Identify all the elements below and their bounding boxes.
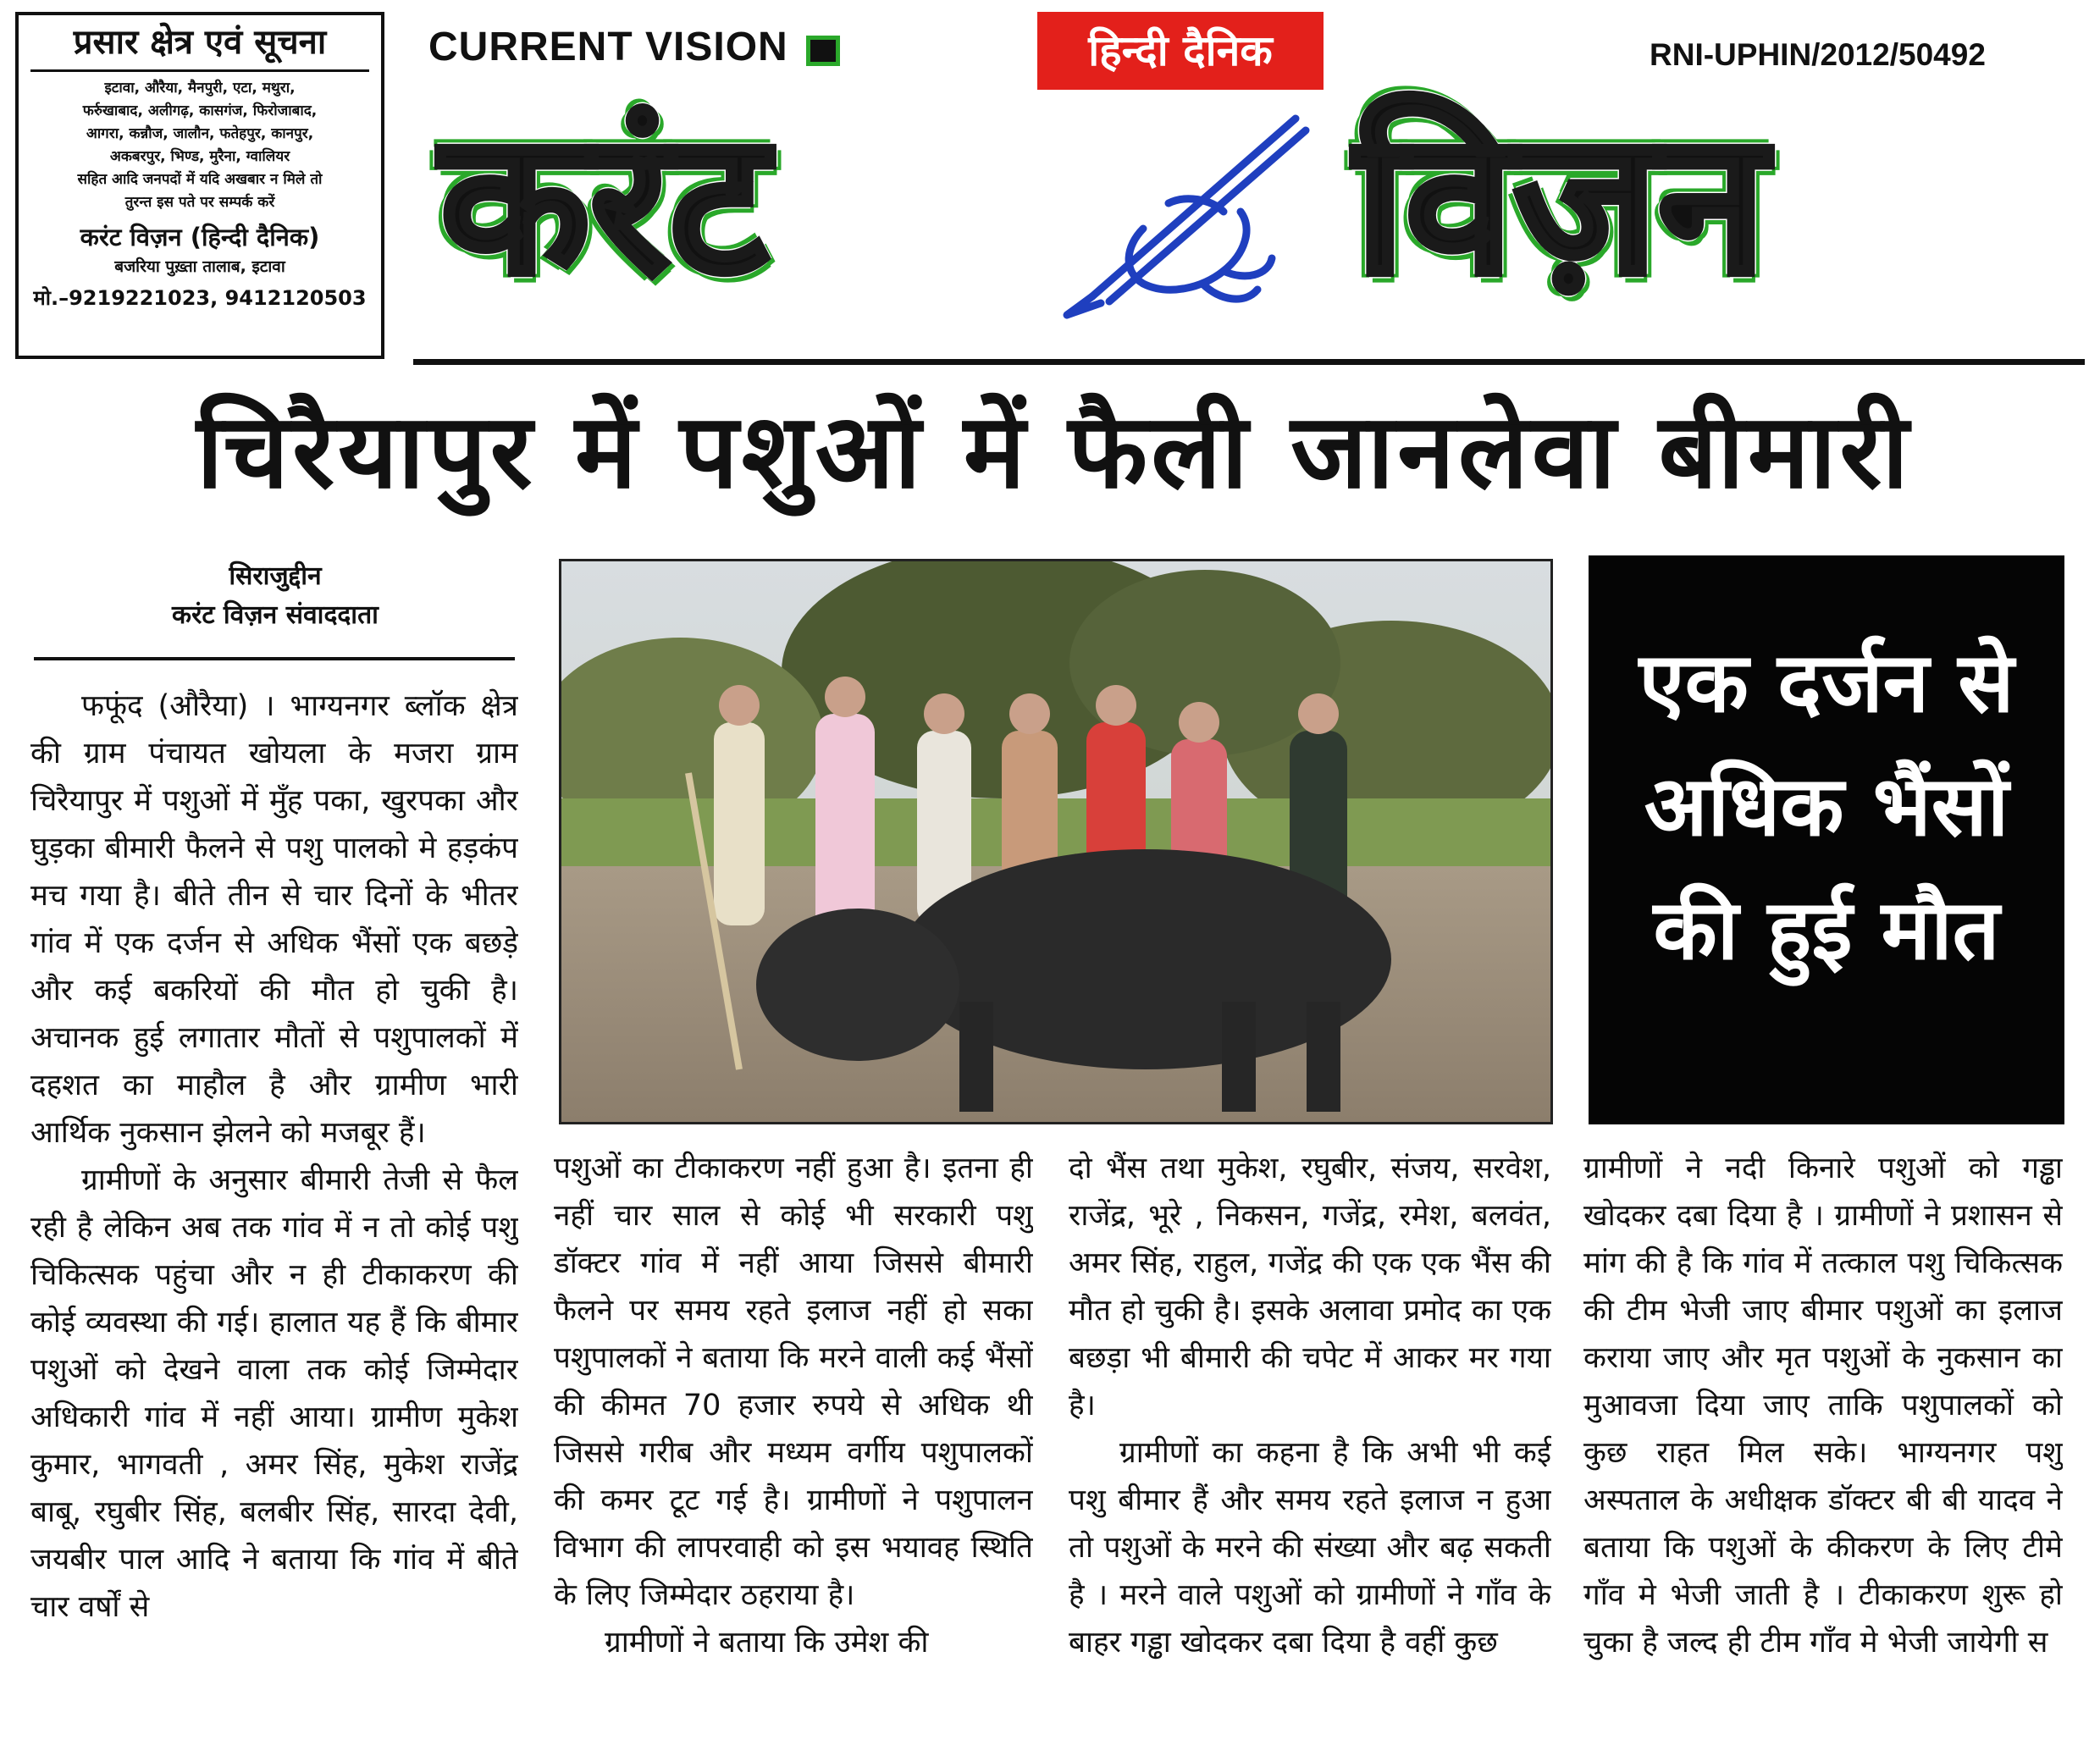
paragraph: पशुओं का टीकाकरण नहीं हुआ है। इतना ही नहीं चार साल से कोई भी सरकारी पशु डॉक्टर गांव में नहीं आया जिससे बीमारी फैलने पर समय रहते इलाज नहीं हो सका पशुपालकों ने बताया कि मरने वाली कई भैंसों की कीमत 70 हजार रुपये से अधिक थी जिससे गरीब और मध्यम वर्गीय पशुपालकों की कमर टूट गई है। ग्रामीणों ने पशुपालन विभाग की लापरवाही को इस भयावह स्थिति के लिए जिम्मेदार ठहराया है।	[554, 1152, 1033, 1612]
highlight-callout	[1589, 555, 2064, 1124]
callout-line: एक दर्जन से	[1639, 635, 2014, 732]
paragraph: फफूंद (औरैया) । भाग्यनगर ब्लॉक क्षेत्र की ग्राम पंचायत खोयला के मजरा ग्राम चिरैयापुर में पशुओं में मुँह पका, खुरपका और घुड़का बीमारी फैलने से पशु पालको मे हड़कंप मच गया है। बीते तीन से चार दिनों के भीतर गांव में एक दर्जन से अधिक भैंसों एक बछड़े और कई बकरियों की मौत हो चुकी है। अचानक हुई लगातार मौतों से पशुपालकों में दहशत का माहौल है और ग्रामीण भारी आर्थिक नुकसान झेलने को मजबूर हैं।	[30, 689, 518, 1150]
english-title: CURRENT VISION	[428, 25, 788, 69]
info-line: सहित आदि जनपदों में यदि अखबार न मिले तो	[77, 171, 323, 188]
byline	[34, 557, 517, 635]
byline-role: करंट विज़न संवाददाता	[172, 600, 379, 630]
article-column-1	[30, 682, 518, 1762]
info-line: फर्रुखाबाद, अलीगढ़, कासगंज, फिरोजाबाद,	[82, 102, 318, 119]
byline-divider	[34, 657, 515, 660]
info-line: तुरन्त इस पते पर सम्पर्क करें	[124, 194, 275, 211]
callout-line: की हुई मौत	[1653, 882, 2000, 979]
circulation-info-box	[15, 12, 384, 359]
paragraph: ग्रामीणों के अनुसार बीमारी तेजी से फैल रही है लेकिन अब तक गांव में न तो कोई पशु चिकित्सक पहुंचा और न ही टीकाकरण की कोई व्यवस्था की गई। हालात यह हैं कि बीमार पशुओं को देखने वाला तक कोई जिम्मेदार अधिकारी गांव में नहीं आया। ग्रामीण मुकेश कुमार, भागवती , अमर सिंह, मुकेश राजेंद्र बाबू, रघुबीर सिंह, बलबीर सिंह, सारदा देवी, जयबीर पाल आदि ने बताया कि गांव में बीते चार वर्षों से	[30, 1163, 518, 1624]
paragraph: ग्रामीणों ने नदी किनारे पशुओं को गड्ढा खोदकर दबा दिया है । ग्रामीणों ने प्रशासन से मांग की है कि गांव में तत्काल पशु चिकित्सक की टीम भेजी जाए बीमार पशुओं का इलाज कराया जाए और मृत पशुओं के नुकसान का मुआवजा दिया जाए ताकि पशुपालकों को कुछ राहत मिल सके। भाग्यनगर पशु अस्पताल के अधीक्षक डॉक्टर बी बी यादव ने बताया कि पशुओं के कीकरण के लिए टीमे गाँव मे भेजी जाती है । टीकाकरण शुरू हो चुका है जल्द ही टीम गाँव मे भेजी जायेगी स	[1583, 1152, 2063, 1660]
villagers-with-buffalo-image	[561, 561, 1550, 1122]
pen-in-hand-icon	[1042, 102, 1321, 322]
article-column-4	[1583, 1145, 2063, 1762]
info-box-phone: मो.–9219221023, 9412120503	[33, 286, 367, 310]
callout-line: अधिक भैंसों	[1644, 759, 2009, 855]
article-column-3	[1069, 1145, 1551, 1762]
logo-word-right: विज़न	[1355, 91, 1766, 318]
info-box-address: बजरिया पुख़्ता तालाब, इटावा	[114, 257, 285, 276]
article-photo	[559, 559, 1553, 1124]
byline-name: सिराजुद्दीन	[229, 561, 322, 591]
article-column-2	[554, 1145, 1033, 1762]
paragraph: ग्रामीणों का कहना है कि अभी भी कई पशु बीमार हैं और समय रहते इलाज न हुआ तो पशुओं के मरने की संख्या और बढ़ सकती है । मरने वाले पशुओं को ग्रामीणों ने गाँव के बाहर गड्ढा खोदकर दबा दिया है वहीं कुछ	[1069, 1436, 1551, 1660]
info-line: इटावा, औरैया, मैनपुरी, एटा, मथुरा,	[104, 80, 296, 97]
hindi-daily-badge: हिन्दी दैनिक	[1037, 12, 1324, 90]
rni-number: RNI-UPHIN/2012/50492	[1650, 37, 1986, 72]
square-bullet-icon	[806, 36, 840, 66]
info-line: अकबरपुर, भिण्ड, मुरैना, ग्वालियर	[109, 148, 290, 165]
logo-word-left: करंट	[440, 91, 768, 318]
masthead-divider	[413, 359, 2085, 365]
paragraph: ग्रामीणों ने बताया कि उमेश की	[605, 1626, 929, 1660]
info-box-title: प्रसार क्षेत्र एवं सूचना	[73, 23, 327, 62]
divider	[30, 69, 369, 72]
info-line: आगरा, कन्नौज, जालौन, फतेहपुर, कानपुर,	[86, 125, 314, 142]
paragraph: दो भैंस तथा मुकेश, रघुबीर, संजय, सरवेश, राजेंद्र, भूरे , निकसन, गजेंद्र, रमेश, बलवंत, अमर सिंह, राहुल, गजेंद्र की एक एक भैंस की मौत हो चुकी है। इसके अलावा प्रमोद का एक बछड़ा भी बीमारी की चपेट में आकर मर गया है।	[1069, 1152, 1551, 1422]
headline: चिरैयापुर में पशुओं में फैली जानलेवा बीमारी	[196, 391, 1912, 511]
info-box-paper-name: करंट विज़न (हिन्दी दैनिक)	[80, 223, 320, 251]
